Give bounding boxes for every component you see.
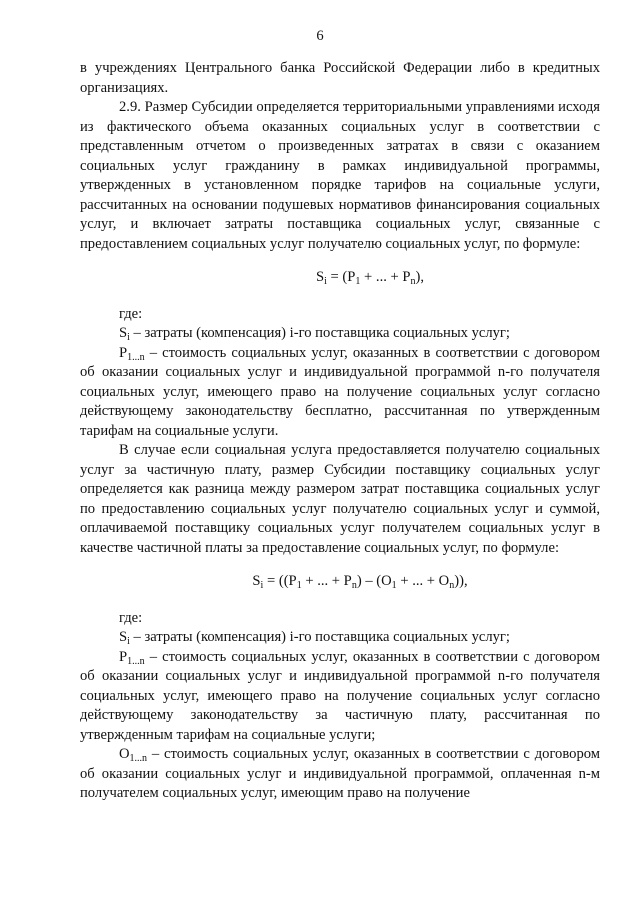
p-definition-2: $P_{1...n}$ – стоимость социальных услуг, оказанных в соответствии с договором об оказании социальных услуг и индивидуальной программой n-го получателя социальных услуг, имеющего право на получение социальных услуг согласно действующему законодательству за частичную плату, рассчитанная по утвержденным тарифам на социальные услуги; xyxy=(80,648,600,743)
paragraph-continuation: в учреждениях Центрального банка Российской Федерации либо в кредитных организациях. xyxy=(80,60,600,96)
si-definition-2: $S_i$ – затраты (компенсация) i-го поставщика социальных услуг; xyxy=(119,629,510,647)
si-definition: $S_i$ – затраты (компенсация) i-го поставщика социальных услуг; xyxy=(119,325,510,343)
formula-subsidy-partial: $S_i = ((P_1$ + ... + $P_n) - (O_1$ + ... + $O_n$)), xyxy=(252,573,468,591)
document-body xyxy=(80,59,600,804)
formula-subsidy: $S_i = (P_1$ + ... + $P_n$), xyxy=(315,269,425,287)
paragraph-2-9: 2.9. Размер Субсидии определяется территориальными управлениями исходя из фактического объема оказанных социальных услуг в соответствии с представленным отчетом о произведенных затратах в связи с оказанием социальных услуг гражданину в рамках индивидуальной программы, утвержденных в установленном порядке тарифов на социальные услуги, рассчитанных на основании подушевых нормативов финансирования социальных услуг, и включает затраты поставщика социальных услуг, связанные с предоставлением социальных услуг получателю социальных услуг, по формуле: xyxy=(80,99,600,252)
page-number: 6 xyxy=(316,28,324,44)
paragraph-partial-payment: В случае если социальная услуга предоставляется получателю социальных услуг за частичную плату, размер Субсидии поставщику социальных услуг определяется как разница между размером затрат поставщика социальных услуг по предоставлению социальных услуг получателю социальных услуг и суммой, оплачиваемой поставщику социальных услуг получателем социальных услуг в качестве частичной платы за предоставление социальных услуг, по формуле: xyxy=(80,442,600,556)
o-definition: $O_{1...n}$ – стоимость социальных услуг, оказанных в соответствии с договором об оказании социальных услуг и индивидуальной программой, оплаченная n-м получателем социальных услуг, имеющим право на получение xyxy=(80,746,600,801)
where-label: где: xyxy=(119,305,143,322)
where-label-2: где: xyxy=(119,609,143,626)
p-definition: $P_{1...n}$ – стоимость социальных услуг, оказанных в соответствии с договором об оказании социальных услуг и индивидуальной программой n-го получателя социальных услуг, имеющего право на получение социальных услуг согласно действующему законодательству бесплатно, рассчитанная по утвержденным тарифам на социальные услуги. xyxy=(80,344,600,439)
